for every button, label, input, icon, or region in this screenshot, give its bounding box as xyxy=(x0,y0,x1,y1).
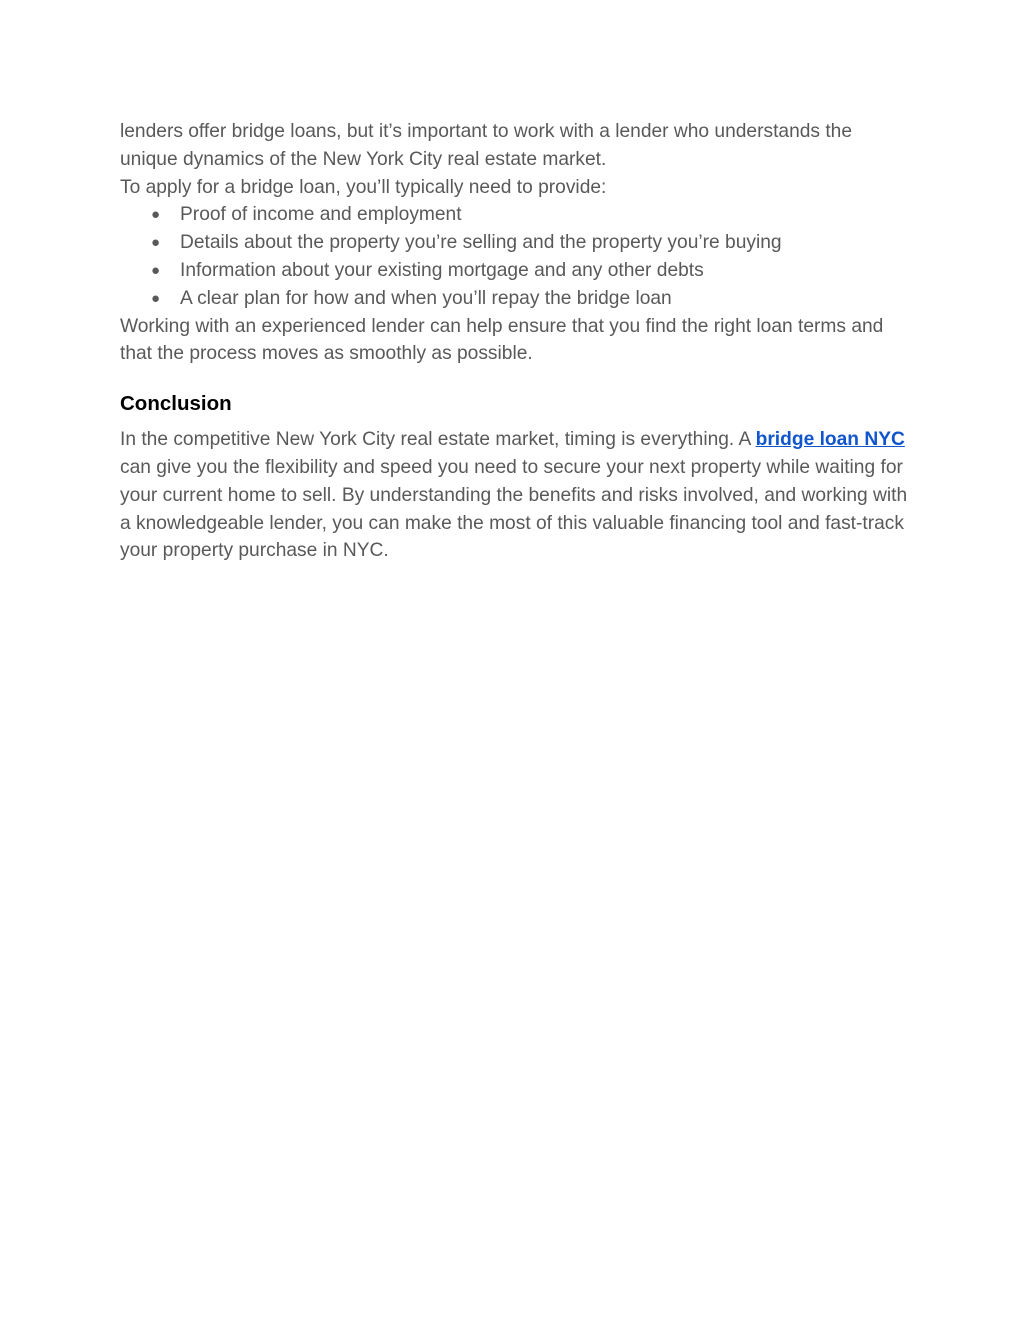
apply-intro-paragraph: To apply for a bridge loan, you’ll typically need to provide: xyxy=(120,176,607,198)
requirements-list xyxy=(120,201,910,312)
bridge-loan-nyc-link[interactable]: bridge loan NYC xyxy=(755,429,905,451)
list-item xyxy=(120,201,910,229)
conclusion-paragraph xyxy=(120,426,910,565)
intro-paragraph-continued: lenders offer bridge loans, but it’s important to work with a lender who understands the unique dynamics of the New York City real estate market. xyxy=(120,121,853,170)
conclusion-text-before-link: In the competitive New York City real estate market, timing is everything. A xyxy=(120,429,756,451)
list-item xyxy=(120,229,910,257)
list-item-text: Information about your existing mortgage and any other debts xyxy=(180,259,704,281)
list-item xyxy=(120,285,910,313)
bullet-icon: ● xyxy=(151,206,161,224)
conclusion-text-after-link: can give you the flexibility and speed you need to secure your next property while waiting for your current home to sell. By understanding the benefits and risks involved, and working with a knowledgeable lender, you can make the most of this valuable financing tool and fast-track your property purchase in NYC. xyxy=(120,456,908,562)
conclusion-heading: Conclusion xyxy=(120,392,232,416)
bullet-icon: ● xyxy=(151,261,161,279)
lender-paragraph: Working with an experienced lender can help ensure that you find the right loan terms and that the process moves as smoothly as possible. xyxy=(120,315,884,365)
bullet-icon: ● xyxy=(151,234,161,252)
document-body xyxy=(120,118,910,565)
list-item-text: A clear plan for how and when you’ll repay the bridge loan xyxy=(180,287,672,309)
list-item xyxy=(120,257,910,285)
bullet-icon: ● xyxy=(151,289,161,307)
list-item-text: Details about the property you’re selling and the property you’re buying xyxy=(180,232,782,254)
list-item-text: Proof of income and employment xyxy=(180,204,462,226)
